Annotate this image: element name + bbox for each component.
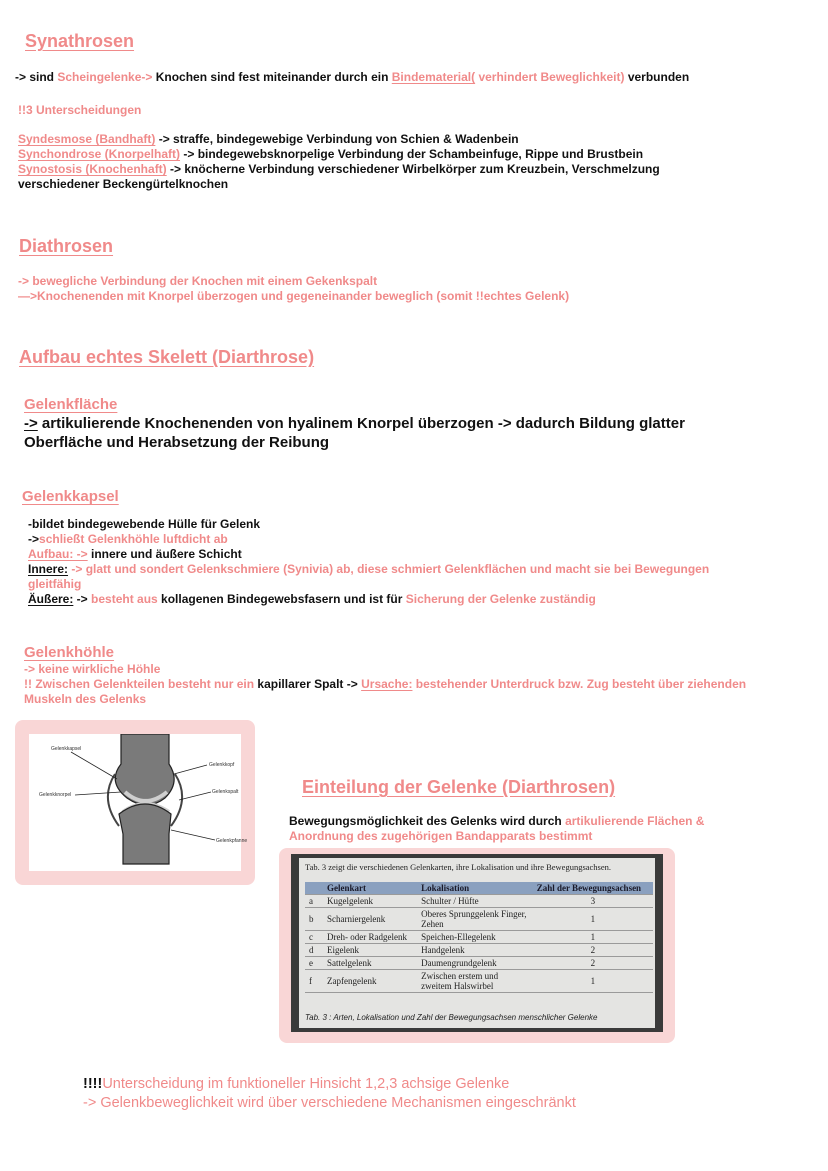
table-cell-lok: Schulter / Hüfte [417,895,533,908]
label-gelenkpfanne: Gelenkpfanne [216,838,248,844]
diathrosen-heading: Diathrosen [19,236,114,256]
einteilung-heading: Einteilung der Gelenke (Diarthrosen) [302,777,616,797]
table-cell-art: Scharniergelenk [323,908,417,931]
kapsel-aufbau: Aufbau: -> [28,547,88,561]
table-cell-zahl: 1 [533,970,653,993]
def-bindematerial: Bindematerial( [391,70,476,84]
footer-exclaim: !!!! [83,1076,103,1092]
joint-diagram-svg [29,734,241,871]
def-beweglichkeit: verhindert Beweglichkeit) [475,70,625,84]
term-desc: -> bindegewebsknorpelige Verbindung der Schambeinfuge, Rippe und Brustbein [180,147,644,161]
footer-line2: -> Gelenkbeweglichkeit wird über verschiedene Mechanismen eingeschränkt [83,1095,576,1111]
hoehle-text: !! Zwischen Gelenkteilen besteht nur ein [24,677,258,691]
table-cell-art: Zapfengelenk [323,970,417,993]
table-photo-card [279,848,675,1043]
synarthrosen-definition [15,70,689,85]
table-cell-lok: Zwischen erstem und zweitem Halswirbel [417,970,533,993]
term-syndesmose: Syndesmose (Bandhaft) [18,132,156,146]
col-letter [305,882,323,895]
table-row [305,957,653,970]
table-cell-lok: Daumengrundgelenk [417,957,533,970]
table-photo [291,854,663,1032]
kapsel-text: innere und äußere Schicht [87,547,242,561]
kapsel-line [28,592,788,607]
gelenkhoehle-heading: Gelenkhöhle [24,644,115,661]
kapsel-line: gleitfähig [28,577,82,591]
label-gelenkknorpel: Gelenkknorpel [39,792,72,798]
table-cell-art: Eigelenk [323,944,417,957]
gelenkkapsel-body [28,517,788,607]
leader-line [171,830,215,840]
term-synostosis: Synostosis (Knochenhaft) [18,162,167,176]
label-gelenkspalt: Gelenkspalt [212,789,239,795]
synarthrosen-list [18,132,660,192]
gelenkflaeche-text: artikulierende Knochenenden von hyalinem Knorpel überzogen -> dadurch Bildung glatter [37,415,685,432]
hoehle-line: -> keine wirkliche Höhle [24,662,161,676]
kapsel-line [28,532,788,547]
gelenke-table [305,882,653,993]
table-cell-letter: b [305,908,323,931]
gelenkflaeche-line2: Oberfläche und Herabsetzung der Reibung [24,434,330,451]
kapsel-arrow: -> [28,532,40,546]
table-header-row [305,882,653,895]
term-synchondrose: Synchondrose (Knorpelhaft) [18,147,181,161]
term-desc: -> straffe, bindegewebige Verbindung von Schien & Wadenbein [155,132,519,146]
kapsel-text: -> glatt und sondert Gelenkschmiere (Synivia) ab, diese schmiert Gelenkflächen und macht sie bei Bewegungen [68,562,710,576]
table-cell-lok: Handgelenk [417,944,533,957]
kapsel-text: Sicherung der Gelenke zuständig [405,592,596,606]
joint-diagram-card [15,720,255,885]
def-scheingelenke: Scheingelenke-> [57,70,153,84]
kapsel-line [28,547,788,562]
table-cell-art: Kugelgelenk [323,895,417,908]
def-part: verbunden [624,70,690,84]
kapsel-innere: Innere: [28,562,69,576]
hoehle-line [24,677,746,692]
col-zahl: Zahl der Bewegungsachsen [533,882,653,895]
col-lokalisation: Lokalisation [417,882,533,895]
table-row [305,931,653,944]
label-gelenkkapsel: Gelenkkapsel [51,746,82,752]
hoehle-text: bestehender Unterdruck bzw. Zug besteht über ziehenden [412,677,747,691]
label-gelenkkopf: Gelenkkopf [209,762,235,768]
leader-line [75,792,121,795]
leader-line [179,792,211,800]
kapsel-line: -bildet bindegewebende Hülle für Gelenk [28,517,261,531]
lower-bone [119,804,171,864]
gelenkhoehle-body [24,662,746,707]
footer-text: Unterscheidung im funktioneller Hinsicht 1,2,3 achsige Gelenke [102,1076,510,1092]
gelenkflaeche-line1 [24,414,685,433]
table-row [305,944,653,957]
col-gelenkart: Gelenkart [323,882,417,895]
hoehle-arrow: -> [343,677,362,691]
term-desc: -> knöcherne Verbindung verschiedener Wirbelkörper zum Kreuzbein, Verschmelzung [166,162,660,176]
table-cell-art: Sattelgelenk [323,957,417,970]
table-row [305,895,653,908]
leader-line [174,765,207,774]
table-paper [299,858,655,1028]
kapsel-text: besteht aus [91,592,158,606]
footer-line1 [83,1075,509,1094]
kapsel-text: schließt Gelenkhöhle luftdicht ab [39,532,228,546]
def-part: Knochen sind fest miteinander durch ein [152,70,392,84]
einteilung-line2: Anordnung des zugehörigen Bandapparats bestimmt [289,829,593,843]
table-caption-bottom: Tab. 3 : Arten, Lokalisation und Zahl der Bewegungsachsen menschlicher Gelenke [305,1013,598,1022]
table-cell-lok: Oberes Sprunggelenk Finger, Zehen [417,908,533,931]
table-row [305,970,653,993]
table-cell-zahl: 1 [533,908,653,931]
kapsel-text: -> [73,592,92,606]
kapsel-line [28,562,788,577]
gelenkflaeche-heading: Gelenkfläche [24,396,118,413]
table-cell-zahl: 2 [533,944,653,957]
diathrosen-line1: -> bewegliche Verbindung der Knochen mit einem Gekenkspalt [18,274,378,288]
list-item-continued: verschiedener Beckengürtelknochen [18,177,229,191]
gelenkkapsel-heading: Gelenkkapsel [22,488,119,505]
table-cell-zahl: 1 [533,931,653,944]
hoehle-spalt: kapillarer Spalt [257,677,344,691]
einteilung-text: artikulierende Flächen & [565,814,705,828]
diathrosen-line2: —>Knochenenden mit Knorpel überzogen und gegeneinander beweglich (somit !!echtes Gelenk) [18,289,570,303]
kapsel-text: kollagenen Bindegewebsfasern und ist für [157,592,406,606]
table-row [305,908,653,931]
table-cell-lok: Speichen-Ellegelenk [417,931,533,944]
hoehle-line: Muskeln des Gelenks [24,692,147,706]
table-body [305,895,653,993]
table-cell-letter: a [305,895,323,908]
table-cell-letter: d [305,944,323,957]
table-caption-top: Tab. 3 zeigt die verschiedenen Gelenkarten, ihre Lokalisation und ihre Bewegungsachsen. [305,862,612,872]
table-cell-zahl: 2 [533,957,653,970]
arrow: -> [24,415,38,432]
einteilung-line1 [289,814,704,829]
table-cell-letter: e [305,957,323,970]
list-item [18,162,660,177]
list-item [18,147,660,162]
table-cell-zahl: 3 [533,895,653,908]
leader-line [71,752,117,779]
synarthrosen-heading: Synathrosen [25,31,135,51]
kapsel-aeussere: Äußere: [28,592,74,606]
einteilung-text: Bewegungsmöglichkeit des Gelenks wird durch [289,814,566,828]
list-item [18,132,660,147]
hoehle-ursache: Ursache: [361,677,413,691]
def-part: -> sind [15,70,58,84]
table-cell-letter: c [305,931,323,944]
unterscheidungen-note: !!3 Unterscheidungen [18,103,142,117]
table-cell-art: Dreh- oder Radgelenk [323,931,417,944]
joint-diagram-frame [29,734,248,871]
table-cell-letter: f [305,970,323,993]
aufbau-heading: Aufbau echtes Skelett (Diarthrose) [19,347,315,367]
